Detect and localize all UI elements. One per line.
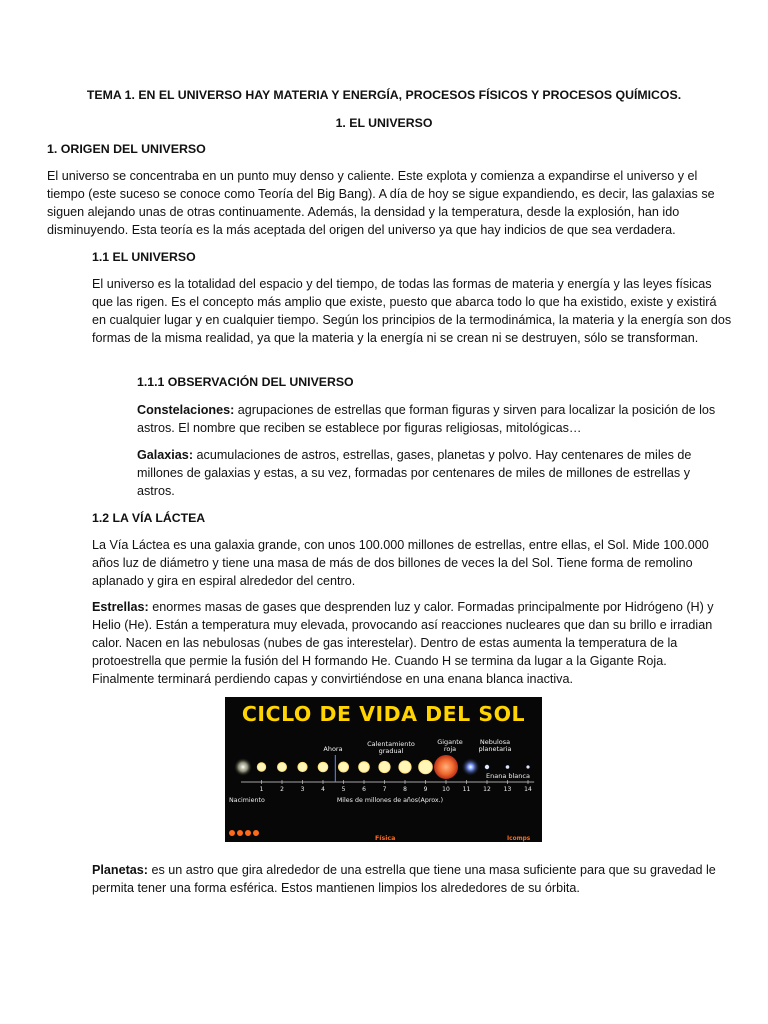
- social-icon-2: [237, 830, 243, 836]
- white-dwarf: [506, 765, 510, 769]
- label-enana-blanca: Enana blanca: [486, 772, 530, 780]
- axis-tick-label: 5: [341, 786, 346, 793]
- axis-tick-label: 11: [462, 786, 471, 793]
- sun-stage: [399, 761, 411, 773]
- sun-timeline-graphic: [225, 697, 542, 842]
- figure-brand: Icomps: [507, 836, 531, 842]
- sun-stage: [257, 763, 265, 771]
- term-constelaciones: Constelaciones:: [137, 403, 235, 417]
- sun-stage: [318, 762, 328, 772]
- social-icon-3: [245, 830, 251, 836]
- red-giant: [434, 755, 458, 779]
- term-galaxias: Galaxias:: [137, 448, 194, 462]
- axis-tick-label: 8: [403, 786, 407, 793]
- axis-tick-label: 7: [382, 786, 387, 793]
- axis-tick-label: 1: [259, 786, 264, 793]
- sun-stage: [278, 763, 287, 772]
- axis-tick-label: 6: [362, 786, 366, 793]
- label-gigante-roja: [430, 739, 470, 753]
- axis-tick-label: 14: [524, 786, 532, 793]
- white-dwarf: [526, 765, 529, 768]
- definition-estrellas: enormes masas de gases que desprenden luz y calor. Formadas principalmente por Hidrógeno (H) y Helio (He). Están a temperatura muy elevada, provocando así reacciones nucleares que dan su brillo e irradian calor. Nacen en las nebulosas (nubes de gas interestelar). Dentro de estas aumenta la temperatura de la protoestrella que permie la fusión del H formando He. Cuando H se termina da lugar a la Gigante Roja. Finalmente terminará perdiendo capas y convirtiéndose en una enana blanca inactiva.: [92, 600, 714, 686]
- label-gigante-line1: Gigante: [437, 738, 463, 746]
- axis-tick-label: 3: [300, 786, 305, 793]
- axis-label: Miles de millones de años(Aprox.): [336, 797, 444, 804]
- subsection-heading-universo: 1.1 EL UNIVERSO: [92, 250, 196, 264]
- document-title: TEMA 1. EN EL UNIVERSO HAY MATERIA Y ENERGÍA, PROCESOS FÍSICOS Y PROCESOS QUÍMICOS.: [86, 88, 682, 102]
- label-nebulosa: [473, 739, 517, 753]
- axis-tick-label: 13: [503, 786, 512, 793]
- paragraph-via-lactea: La Vía Láctea es una galaxia grande, con unos 100.000 millones de estrellas, entre ellas, el Sol. Mide 100.000 años luz de diámetro y tiene una masa de más de dos billones de veces la del Sol. Tiene forma de remolino aplanado y gira en espiral alrededor del centro.: [92, 538, 709, 588]
- paragraph-origen: El universo se concentraba en un punto muy denso y caliente. Este explota y comienza a expandirse el universo y el tiempo (este suceso se conoce como Teoría del Big Bang). A día de hoy se sigue expandiendo, es decir, las galaxias se siguen alejando unas de otras continuamente. Además, la densidad y la temperatura, desde la explosión, han ido disminuyendo. Esta teoría es la más aceptada del origen del universo ya que hay indicios de que sea verdadera.: [47, 169, 715, 237]
- label-calentamiento: [361, 741, 421, 755]
- definition-constelaciones: agrupaciones de estrellas que forman figuras y sirven para localizar la posición de los astros. El nombre que reciben se establece por figuras religiosas, mitológicas…: [137, 403, 716, 435]
- term-planetas: Planetas:: [92, 863, 148, 877]
- axis-tick-label: 12: [483, 786, 491, 793]
- social-icon-4: [253, 830, 259, 836]
- axis-tick-label: 10: [442, 786, 450, 793]
- sun-stage: [298, 762, 307, 771]
- axis-tick-label: 2: [280, 786, 284, 793]
- definition-planetas: es un astro que gira alrededor de una estrella que tiene una masa suficiente para que su gravedad le permita tener una forma esférica. Estos mantienen limpios los alrededores de su órbita.: [92, 863, 716, 895]
- section-heading-origen: 1. ORIGEN DEL UNIVERSO: [47, 142, 206, 156]
- sun-stage: [339, 762, 349, 772]
- sun-stage: [379, 761, 390, 772]
- paragraph-estrellas: [92, 598, 732, 688]
- paragraph-planetas: [92, 861, 732, 897]
- planetary-nebula: [462, 758, 480, 776]
- sun-stage: [419, 760, 433, 774]
- figure-title: CICLO DE VIDA DEL SOL: [241, 702, 526, 726]
- sun-stage: [359, 762, 370, 773]
- label-calentamiento-line2: gradual: [378, 747, 404, 755]
- label-gigante-line2: roja: [443, 745, 457, 753]
- subsection-heading-observacion: 1.1.1 OBSERVACIÓN DEL UNIVERSO: [137, 375, 354, 389]
- birth-star: [234, 758, 252, 776]
- white-dwarf: [485, 765, 489, 769]
- axis-tick-label: 4: [321, 786, 325, 793]
- definition-galaxias: acumulaciones de astros, estrellas, gases, planetas y polvo. Hay centenares de miles de millones de galaxias y estas, a su vez, formadas por centenares de miles de millones de estrellas y astros.: [137, 448, 692, 498]
- paragraph-universo: El universo es la totalidad del espacio y del tiempo, de todas las formas de materia y energía y las leyes físicas que las rigen. Es el concepto más amplio que existe, puesto que abarca todo lo que ha existido, existe y existirá en cualquier lugar y en cualquier tiempo. Según los principios de la termodinámica, la materia y la energía son dos formas de la misma realidad, ya que la materia y la energía ni se crean ni se destruyen, sólo se transforman.: [92, 277, 732, 345]
- label-nebulosa-line2: planetaria: [478, 745, 512, 753]
- label-calentamiento-line1: Calentamiento: [367, 740, 415, 748]
- paragraph-galaxias: [137, 446, 727, 500]
- chapter-title: 1. EL UNIVERSO: [335, 116, 433, 130]
- sun-life-cycle-figure: [225, 697, 542, 842]
- subsection-heading-via-lactea: 1.2 LA VÍA LÁCTEA: [92, 511, 206, 525]
- label-ahora: Ahora: [323, 745, 343, 753]
- label-nebulosa-line1: Nebulosa: [479, 738, 511, 746]
- term-estrellas: Estrellas:: [92, 600, 149, 614]
- paragraph-constelaciones: [137, 401, 727, 437]
- figure-footer: Física: [375, 835, 396, 842]
- axis-tick-label: 9: [423, 786, 428, 793]
- social-icon-1: [229, 830, 235, 836]
- label-nacimiento: Nacimiento: [229, 797, 265, 804]
